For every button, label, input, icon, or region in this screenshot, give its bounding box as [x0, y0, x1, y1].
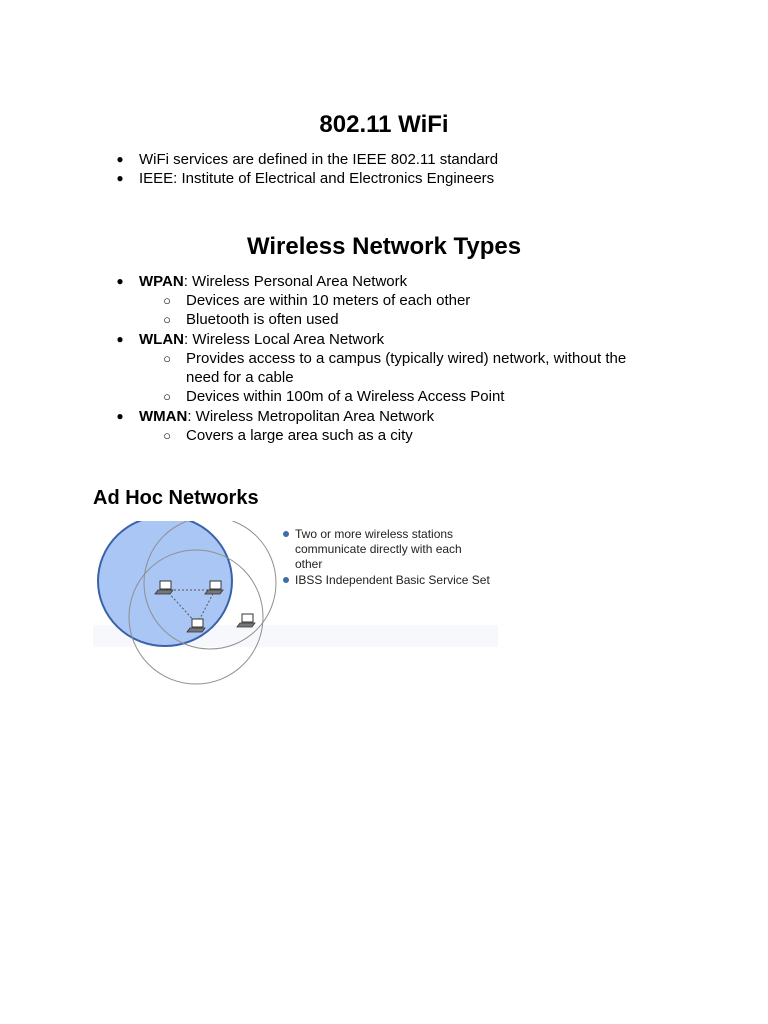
term-wlan: WLAN: [139, 331, 184, 348]
sub-bullet-glyph: ○: [163, 389, 171, 404]
sub-bullet-glyph: ○: [163, 428, 171, 443]
note-line: communicate directly with each: [295, 542, 462, 556]
note-bullet: [283, 577, 289, 583]
note-line: IBSS Independent Basic Service Set: [295, 573, 490, 587]
term-wpan: WPAN: [139, 273, 184, 290]
list-item-text: [139, 330, 384, 349]
bullet-glyph: ●: [116, 332, 124, 346]
ad-hoc-network-diagram: [93, 521, 503, 686]
bullet-glyph: ●: [116, 152, 124, 166]
sub-list-item-text: need for a cable: [186, 369, 294, 386]
list-item-text: WiFi services are defined in the IEEE 802.11 standard: [139, 151, 499, 168]
term-description: : Wireless Local Area Network: [184, 331, 385, 348]
heading-wireless-network-types: Wireless Network Types: [246, 233, 522, 260]
term-wman: WMAN: [139, 408, 188, 425]
sub-list-item-text: Provides access to a campus (typically wired) network, without the: [186, 350, 627, 367]
laptop-icon: [237, 614, 255, 627]
sub-list-item-text: Covers a large area such as a city: [186, 427, 413, 444]
list-item-text: [139, 407, 434, 426]
note-bullet: [283, 531, 289, 537]
sub-bullet-glyph: ○: [163, 293, 171, 308]
note-line: Two or more wireless stations: [295, 527, 454, 541]
list-item-text: IEEE: Institute of Electrical and Electronics Engineers: [139, 170, 495, 187]
bullet-glyph: ●: [116, 171, 124, 185]
sub-list-item-text: Bluetooth is often used: [186, 311, 339, 328]
bullet-glyph: ●: [116, 274, 124, 288]
heading-ad-hoc-networks: Ad Hoc Networks: [93, 487, 259, 509]
bullet-glyph: ●: [116, 409, 124, 423]
list-item-text: [139, 272, 407, 291]
heading-wifi: 802.11 WiFi: [319, 111, 449, 138]
term-description: : Wireless Personal Area Network: [183, 273, 408, 290]
sub-list-item-text: Devices are within 10 meters of each other: [186, 292, 471, 309]
sub-bullet-glyph: ○: [163, 351, 171, 366]
sub-list-item-text: Devices within 100m of a Wireless Access Point: [186, 388, 505, 405]
note-line: other: [295, 557, 323, 571]
term-description: : Wireless Metropolitan Area Network: [187, 408, 435, 425]
sub-bullet-glyph: ○: [163, 312, 171, 327]
